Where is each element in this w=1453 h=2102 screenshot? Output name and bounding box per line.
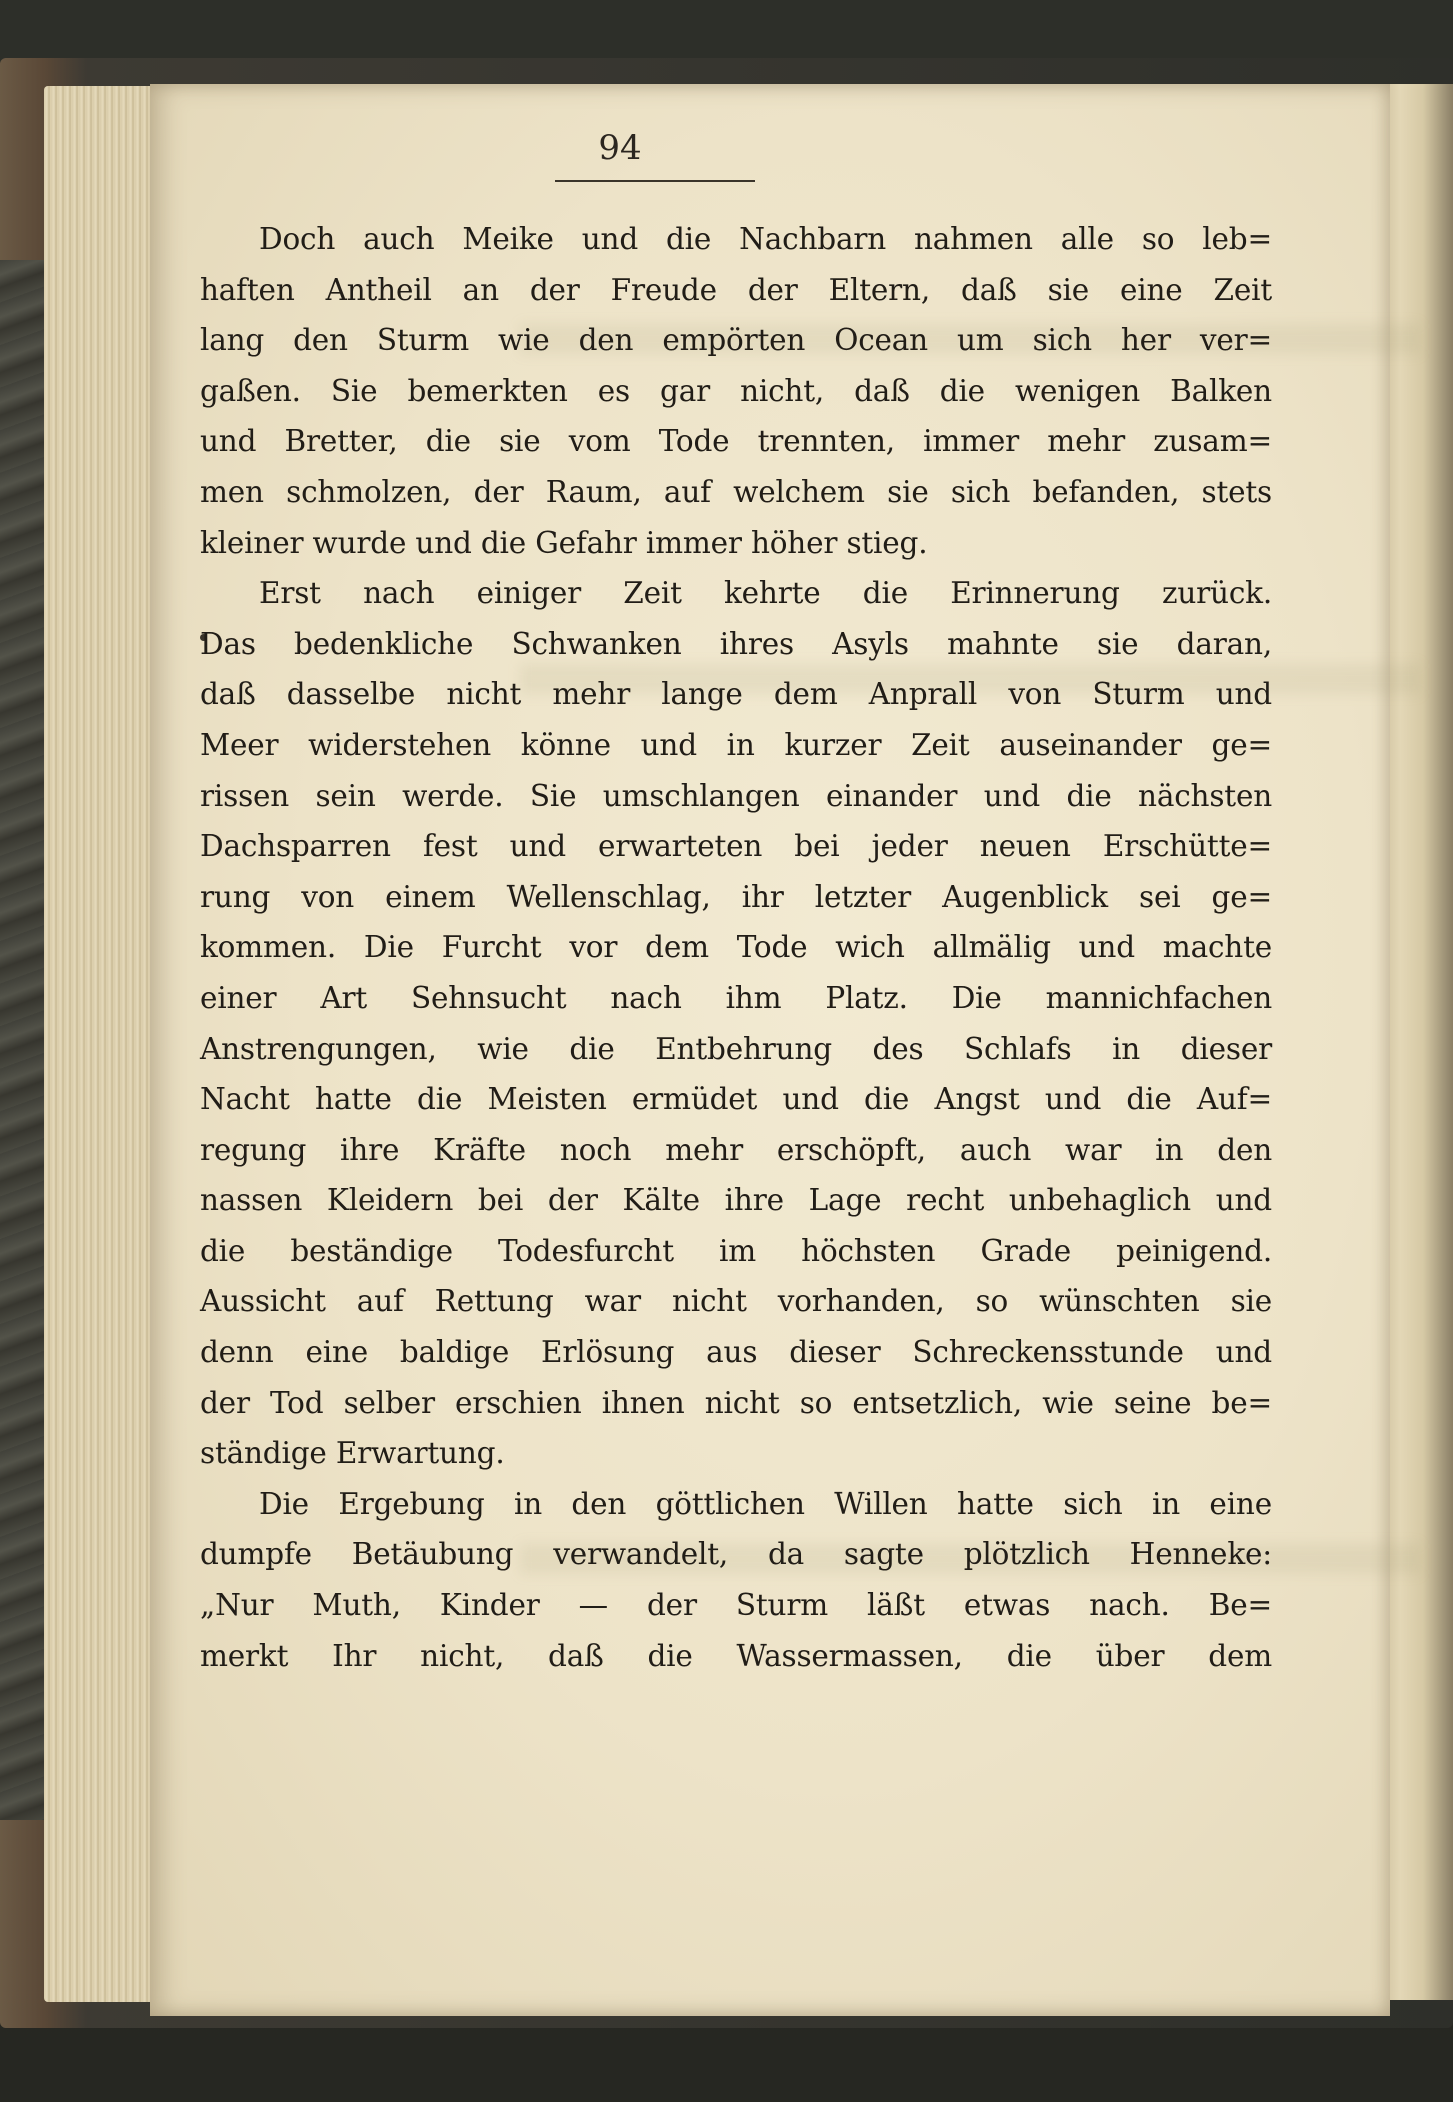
text-line: Erst nach einiger Zeit kehrte die Erinnerung zurück. [259,576,1272,611]
text-line: Anstrengungen, wie die Entbehrung des Schlafs in dieser [200,1031,1272,1066]
page-body [200,214,1272,1681]
left-page-stack [44,86,154,2002]
text-line: Aussicht auf Rettung war nicht vorhanden, so wünschten sie [200,1284,1272,1319]
text-line: gaßen. Sie bemerkten es gar nicht, daß die wenigen Balken [200,373,1272,408]
paragraph-1 [200,214,1272,568]
text-line: daß dasselbe nicht mehr lange dem Anprall von Sturm und [200,677,1272,712]
text-line: Doch auch Meike und die Nachbarn nahmen alle so leb= [259,222,1272,256]
text-line: regung ihre Kräfte noch mehr erschöpft, auch war in den [200,1132,1272,1167]
text-line: Die Ergebung in den göttlichen Willen hatte sich in eine [259,1486,1272,1521]
text-line: Dachsparren fest und erwarteten bei jeder neuen Erschütte= [200,829,1272,864]
text-line: kleiner wurde und die Gefahr immer höher stieg. [200,525,928,560]
text-line: dumpfe Betäubung verwandelt, da sagte plötzlich Henneke: [200,1537,1272,1572]
header-rule [555,180,755,182]
text-line: die beständige Todesfurcht im höchsten Grade peinigend. [200,1233,1272,1268]
text-line: men schmolzen, der Raum, auf welchem sie sich befanden, stets [200,474,1272,509]
text-line: merkt Ihr nicht, daß die Wassermassen, die über dem [200,1638,1272,1673]
page-number: 94 [598,128,642,168]
text-line: Das bedenkliche Schwanken ihres Asyls mahnte sie daran, [200,626,1272,661]
text-line: kommen. Die Furcht vor dem Tode wich allmälig und machte [200,930,1272,965]
text-line: Nacht hatte die Meisten ermüdet und die Angst und die Auf= [200,1082,1272,1117]
text-line: denn eine baldige Erlösung aus dieser Schreckensstunde und [200,1335,1272,1370]
text-line: ständige Erwartung. [200,1436,505,1471]
text-line: Meer widerstehen könne und in kurzer Zeit auseinander ge= [200,727,1272,762]
text-line: rung von einem Wellenschlag, ihr letzter Augenblick sei ge= [200,879,1272,914]
text-line: und Bretter, die sie vom Tode trennten, immer mehr zusam= [200,424,1272,459]
paragraph-2 [200,568,1272,1479]
text-line: nassen Kleidern bei der Kälte ihre Lage recht unbehaglich und [200,1183,1272,1218]
text-line: lang den Sturm wie den empörten Ocean um sich her ver= [200,323,1272,358]
paragraph-3 [200,1479,1272,1681]
text-line: der Tod selber erschien ihnen nicht so entsetzlich, wie seine be= [200,1385,1272,1420]
text-line: „Nur Muth, Kinder — der Sturm läßt etwas nach. Be= [200,1588,1272,1623]
text-line: rissen sein werde. Sie umschlangen einander und die nächsten [200,778,1272,813]
text-line: einer Art Sehnsucht nach ihm Platz. Die mannichfachen [200,980,1272,1015]
text-line: haften Antheil an der Freude der Eltern, daß sie eine Zeit [200,272,1272,307]
